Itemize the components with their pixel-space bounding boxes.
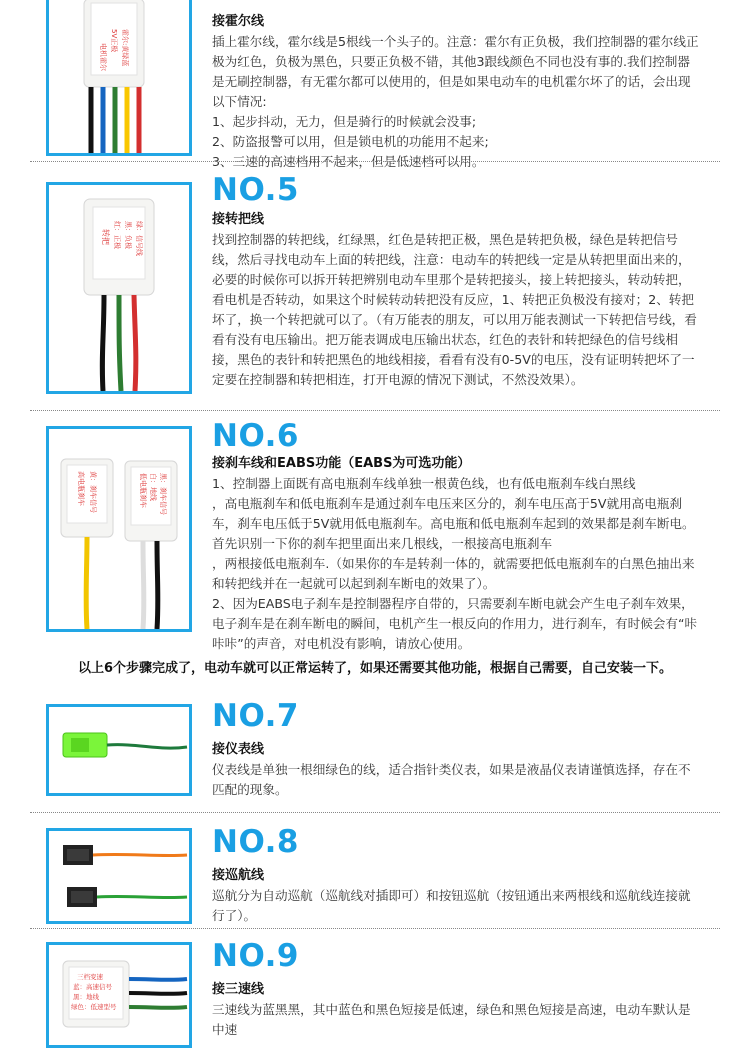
no5-body: 找到控制器的转把线，红绿黑，红色是转把正极，黑色是转把负极，绿色是转把信号线，然后寻找电动车上面的转把线，注意：电动车的转把线一定是从转把里面出来的，必要的时候你可以拆开转把辨别电动车里那个是转把接头，接上转把接头，转动转把，看电机是否转动，如果这个时候转动转把没有反应，1、转把正负极没有接对；2、转把坏了，换一个转把就可以了。（有万能表的朋友，可以用万能表测试一下转把信号线，看看有没有电压输出。把万能表调成电压输出状态，红色的表针和转把绿色的信号线相接，黑色的表针和转把黑色的地线相接，看看有没有0-5V的电压，没有证明转把坏了一定要在控制器和转把相连，打开电源的情况下测试，不然没效果）。	[212, 232, 697, 387]
hall-connector-icon	[49, 0, 189, 153]
svg-text:霍尔:黄绿蓝: 霍尔:黄绿蓝	[121, 29, 129, 67]
svg-text:5V正极: 5V正极	[110, 29, 118, 53]
svg-text:绿色：低速型号: 绿色：低速型号	[71, 1003, 117, 1011]
brake-connector-icon	[49, 429, 189, 629]
no9-title: NO.9	[212, 938, 299, 974]
svg-text:黄：刹车信号: 黄：刹车信号	[89, 471, 97, 513]
throttle-connector-icon	[49, 185, 189, 391]
svg-text:白：地线: 白：地线	[149, 473, 157, 501]
svg-text:黑：负极: 黑：负极	[124, 221, 132, 249]
no9-subtitle: 接三速线	[212, 982, 265, 997]
no5-title: NO.5	[212, 172, 299, 208]
no7-body: 仪表线是单独一根细绿色的线，适合指针类仪表，如果是液晶仪表请谨慎选择，存在不匹配的现象。	[212, 762, 691, 797]
hall-body: 插上霍尔线，霍尔线是5根线一个头子的。注意：霍尔有正负极，我们控制器的霍尔线正极为红色，负极为黑色，只要正负极不错，其他3跟线颜色不同也没有事的.我们控制器是无刷控制器，有无霍尔都可以使用的，但是如果电动车的电机霍尔坏了的话，会出现以下情况: 1、起步抖动，无力，但是骑行的时候就会没事; 2、防盗报警可以用，但是锁电机的功能用不起来; 3、三速的高速档用不起来，但是低速档可以用。	[212, 34, 699, 169]
meter-connector-image	[46, 704, 192, 796]
hall-subtitle: 接霍尔线	[212, 14, 265, 29]
svg-text:黑：刹车信号: 黑：刹车信号	[159, 473, 167, 515]
svg-text:三档变速: 三档变速	[77, 973, 103, 981]
no8-subtitle: 接巡航线	[212, 868, 265, 883]
no8-title: NO.8	[212, 824, 299, 860]
svg-text:红：正极: 红：正极	[113, 221, 121, 249]
svg-text:转把: 转把	[101, 229, 110, 245]
summary-note: 以上6个步骤完成了，电动车就可以正常运转了，如果还需要其他功能，根据自己需要，自己安装一下。	[77, 661, 673, 676]
brake-connector-image	[46, 426, 192, 632]
divider	[30, 812, 720, 813]
no6-body: 1、控制器上面既有高电瓶刹车线单独一根黄色线，也有低电瓶刹车线白黑线 ，高电瓶刹车和低电瓶刹车是通过刹车电压来区分的，刹车电压高于5V就用高电瓶刹车，刹车电压低于5V就用低电瓶刹车。高电瓶和低电瓶刹车起到的效果都是刹车断电。首先识别一下你的刹车把里面出来几根线，一根接高电瓶刹车 ，两根接低电瓶刹车.（如果你的车是转刹一体的，就需要把低电瓶刹车的白黑色抽出来和转把线并在一起就可以起到刹车断电的效果了）。 2、因为EABS电子刹车是控制器程序自带的，只需要刹车断电就会产生电子刹车效果，电子刹车是在刹车断电的瞬间，电机产生一根反向的作用力，进行刹车，有时候会有“咔咔咔”的声音，对电机没有影响，请放心使用。	[212, 476, 698, 651]
speed-connector-image	[46, 942, 192, 1048]
svg-text:黑：地线: 黑：地线	[73, 993, 99, 1001]
divider	[30, 928, 720, 929]
divider	[30, 161, 720, 162]
svg-text:绿：信号线: 绿：信号线	[135, 221, 143, 256]
no6-title: NO.6	[212, 418, 299, 454]
throttle-connector-image	[46, 182, 192, 394]
no6-subtitle: 接刹车线和EABS功能（EABS为可选功能）	[212, 456, 471, 471]
meter-connector-icon	[49, 707, 189, 793]
no5-subtitle: 接转把线	[212, 212, 265, 227]
svg-text:低电瓶刹车: 低电瓶刹车	[139, 473, 147, 508]
divider	[30, 410, 720, 411]
cruise-connector-image	[46, 828, 192, 924]
svg-text:高电瓶刹车: 高电瓶刹车	[77, 471, 85, 506]
cruise-connector-icon	[49, 831, 189, 921]
no8-body: 巡航分为自动巡航（巡航线对插即可）和按钮巡航（按钮通出来两根线和巡航线连接就行了）。	[212, 888, 691, 923]
no7-title: NO.7	[212, 698, 299, 734]
speed-connector-icon	[49, 945, 189, 1045]
svg-text:蓝：高速信号: 蓝：高速信号	[73, 983, 112, 991]
hall-connector-image	[46, 0, 192, 156]
svg-text:电机霍尔: 电机霍尔	[99, 43, 107, 71]
no7-subtitle: 接仪表线	[212, 742, 265, 757]
no9-body: 三速线为蓝黑黑，其中蓝色和黑色短接是低速，绿色和黑色短接是高速，电动车默认是中速	[212, 1002, 691, 1037]
